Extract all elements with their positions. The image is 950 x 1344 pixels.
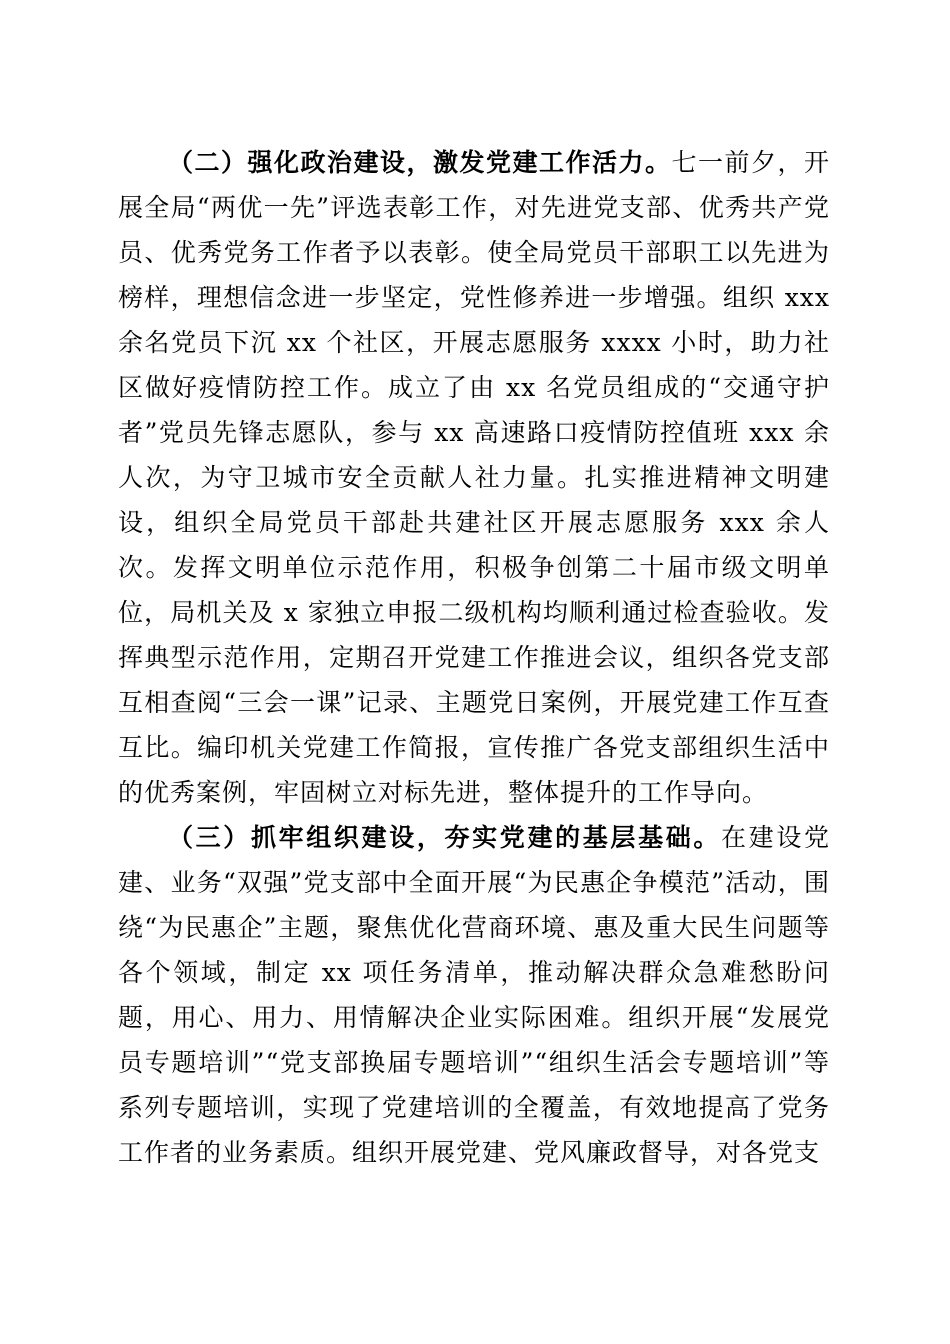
paragraph-2	[118, 140, 830, 815]
paragraph-heading: （三）抓牢组织建设，夯实党建的基层基础。	[168, 823, 722, 852]
paragraph-3	[118, 815, 830, 1175]
paragraph-body: 七一前夕，开展全局“两优一先”评选表彰工作，对先进党支部、优秀共产党员、优秀党务工作者予以表彰。使全局党员干部职工以先进为榜样，理想信念进一步坚定，党性修养进一步增强。组织 xxx 余名党员下沉 xx 个社区，开展志愿服务 xxxx 小时，助力社区做好疫情防控工作。成立了由 xx 名党员组成的“交通守护者”党员先锋志愿队，参与 xx 高速路口疫情防控值班 xxx 余人次，为守卫城市安全贡献人社力量。扎实推进精神文明建设，组织全局党员干部赴共建社区开展志愿服务 xxx 余人次。发挥文明单位示范作用，积极争创第二十届市级文明单位，局机关及 x 家独立申报二级机构均顺利通过检查验收。发挥典型示范作用，定期召开党建工作推进会议，组织各党支部互相查阅“三会一课”记录、主题党日案例，开展党建工作互查互比。编印机关党建工作简报，宣传推广各党支部组织生活中的优秀案例，牢固树立对标先进，整体提升的工作导向。	[118, 148, 830, 807]
paragraph-body: 在建设党建、业务“双强”党支部中全面开展“为民惠企争模范”活动，围绕“为民惠企”主题，聚焦优化营商环境、惠及重大民生问题等各个领域，制定 xx 项任务清单，推动解决群众急难愁盼问题，用心、用力、用情解决企业实际困难。组织开展“发展党员专题培训”“党支部换届专题培训”“组织生活会专题培训”等系列专题培训，实现了党建培训的全覆盖，有效地提高了党务工作者的业务素质。组织开展党建、党风廉政督导，对各党支	[118, 823, 830, 1167]
paragraph-heading: （二）强化政治建设，激发党建工作活力。	[168, 148, 672, 177]
document-page	[118, 140, 830, 1175]
